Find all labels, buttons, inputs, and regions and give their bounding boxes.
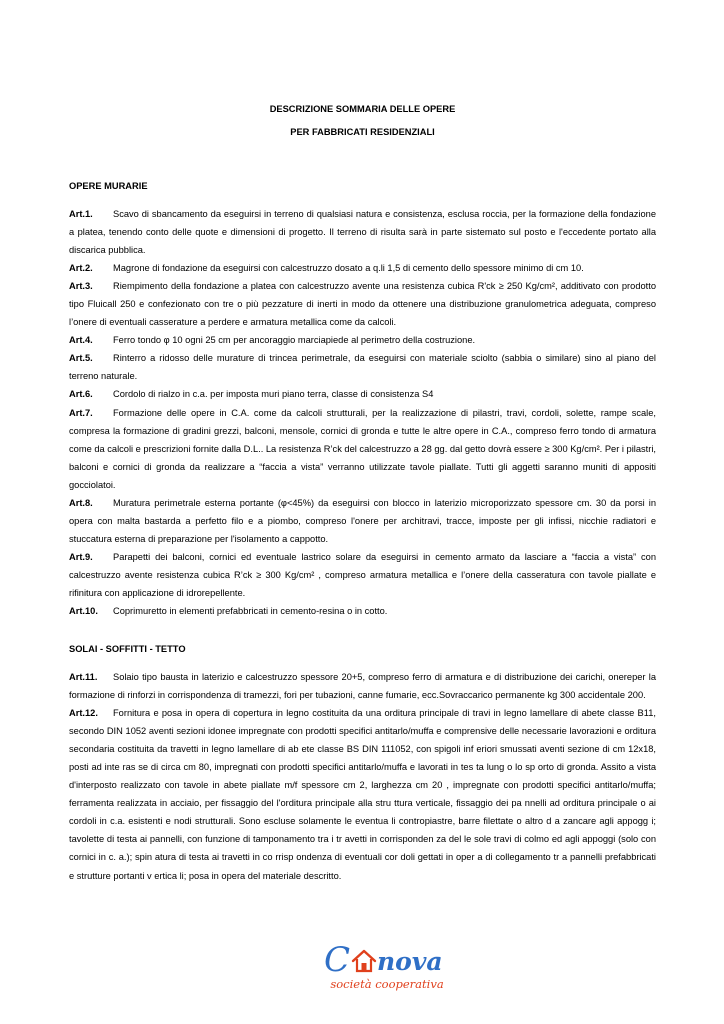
article-number: Art.7.: [69, 407, 93, 418]
article-1: [69, 205, 656, 259]
article-6: [69, 385, 656, 403]
article-text: Formazione delle opere in C.A. come da calcoli strutturali, per la realizzazione di pilastri, travi, cordoli, solette, rampe scale, compresa la formazione di gradini grezzi, balconi, mensole, cornici di gronda e tutte le altre opere in C.A., compreso ferro tondo di armatura come da calcoli e prescrizioni fornite dalla D.L.. La resistenza R’ck del calcestruzzo a 28 gg. dal getto dovrà essere ≥ 300 Kg/cm². Per i pilastri, balconi e cornici di gronda da realizzare a “faccia a vista” verranno utilizzate tavole piallate. Tutti gli aggetti saranno muniti di appositi gocciolatoi.: [69, 407, 656, 490]
article-11: [69, 668, 656, 704]
logo-letter-c: C: [324, 940, 351, 980]
article-5: [69, 349, 656, 385]
article-text: Coprimuretto in elementi prefabbricati in cemento-resina o in cotto.: [113, 606, 388, 617]
article-text: Muratura perimetrale esterna portante (φ<45%) da eseguirsi con blocco in laterizio microporizzato spessore cm. 30 da porsi in opera con malta bastarda a perfetto filo e a piombo, compreso l'onere per architravi, tracce, imposte per gli infissi, nicchie radiatori e stuccatura esterna di preparazione per l'isolamento a cappotto.: [69, 497, 656, 544]
logo-tagline: società cooperativa: [330, 977, 444, 991]
article-number: Art.5.: [69, 353, 93, 364]
article-number: Art.3.: [69, 281, 93, 292]
article-number: Art.6.: [69, 389, 93, 400]
article-text: Magrone di fondazione da eseguirsi con calcestruzzo dosato a q.li 1,5 di cemento dello spessore minimo di cm 10.: [113, 263, 584, 274]
section-heading-opere-murarie: OPERE MURARIE: [69, 181, 148, 191]
article-9: [69, 548, 656, 602]
article-number: Art.8.: [69, 497, 93, 508]
article-text: Rinterro a ridosso delle murature di trincea perimetrale, da eseguirsi con materiale sciolto (sabbia o similare) sino al piano del terreno naturale.: [69, 353, 656, 382]
article-2: [69, 259, 656, 277]
logo-word-nova: nova: [377, 947, 443, 976]
section-heading-solai: SOLAI - SOFFITTI - TETTO: [69, 644, 186, 654]
house-icon: [351, 948, 377, 974]
article-text: Cordolo di rialzo in c.a. per imposta muri piano terra, classe di consistenza S4: [113, 389, 434, 400]
article-text: Solaio tipo bausta in laterizio e calcestruzzo spessore 20+5, compreso ferro di armatura e di distribuzione dei carichi, onereper la formazione di rinforzi in corrispondenza di tramezzi, fori per tubazioni, canne fumarie, ecc.Sovraccarico permanente kg 300 accidentale 200.: [69, 672, 656, 701]
article-10: [69, 602, 656, 620]
section-solai: [69, 668, 656, 885]
article-text: Riempimento della fondazione a platea con calcestruzzo avente una resistenza cubica R'ck ≥ 250 Kg/cm², additivato con prodotto tipo Fluicall 250 e confezionato con tre o più pezzature di inerti in modo da ottenere una distribuzione granulometrica adeguata, compreso l’onere di eventuali casserature a perdere e armatura metallica come da calcoli.: [69, 281, 656, 328]
article-text: Parapetti dei balconi, cornici ed eventuale lastrico solare da eseguirsi in cemento armato da lasciare a “faccia a vista” con calcestruzzo avente resistenza cubica R’ck ≥ 300 Kg/cm² , compreso armatura metallica e l’onere della casseratura con tavole piallate e rifinitura con applicazione di idrorepellente.: [69, 551, 656, 598]
article-3: [69, 277, 656, 331]
article-text: Ferro tondo φ 10 ogni 25 cm per ancoraggio marciapiede al perimetro della costruzione.: [113, 335, 476, 346]
article-8: [69, 494, 656, 548]
article-number: Art.4.: [69, 335, 93, 346]
article-number: Art.12.: [69, 708, 98, 719]
article-12: [69, 704, 656, 884]
document-title: DESCRIZIONE SOMMARIA DELLE OPERE: [269, 104, 456, 114]
article-number: Art.1.: [69, 209, 93, 219]
article-text: Fornitura e posa in opera di copertura in legno costituita da una orditura principale di travi in legno lamellare di abete classe B11, secondo DIN 1052 aventi sezioni idonee impregnate con prodotti specifici antitarlo/muffa e comprensive delle necessarie lavorazioni e orditura secondaria costituita da travetti in legno lamellare di ab ete classe BS DIN 111052, con spigoli inf eriori smussati aventi sezione di cm 12x18, posti ad inte ras se di circa cm 80, impregnati con prodotti specifici antitarlo/muffa e lavorati in tes ta lung o lo sp orto di gronda. Assito a vista d'interposto realizzato con tavole in abete piallate m/f spessore cm 2, larghezza cm 20 , impregnate con prodotti specifici antitarlo/muffa; ferramenta realizzata in acciaio, per fissaggio del l'orditura principale alla stru ttura verticale, fissaggio dei pa nnelli ad orditura principale o ai cordoli in c.a. esistenti e nodi strutturali. Sono escluse solamente le eventua li contropiastre, barre filettate o altro d a zancare agli appogg i; tavolette di testa ai pannelli, con funzione di tamponamento tra i tr avetti in corrisponden za del le sole travi di colmo ed agli appoggi (solo con cornici in c. a.); spin atura di testa ai travetti in co rrisp ondenza di eventuali cor doli gettati in oper a di collegamento tr a pannelli prefabbricati e strutture portanti v ertica li; posa in opera del materiale descritto.: [69, 708, 656, 881]
article-4: [69, 331, 656, 349]
article-number: Art.2.: [69, 263, 93, 274]
article-text: Scavo di sbancamento da eseguirsi in terreno di qualsiasi natura e consistenza, esclusa roccia, per la formazione della fondazione a platea, tenendo conto delle quote e dimensioni di progetto. Il terreno di risulta sarà in parte sistemato sul posto e l'eccedente portato alla discarica pubblica.: [69, 209, 656, 256]
article-7: [69, 404, 656, 494]
article-number: Art.10.: [69, 606, 98, 617]
document-subtitle: PER FABBRICATI RESIDENZIALI: [290, 127, 435, 137]
article-number: Art.9.: [69, 551, 93, 562]
canova-logo: [322, 940, 452, 1000]
article-number: Art.11.: [69, 672, 98, 682]
section-opere-murarie: [69, 205, 656, 620]
